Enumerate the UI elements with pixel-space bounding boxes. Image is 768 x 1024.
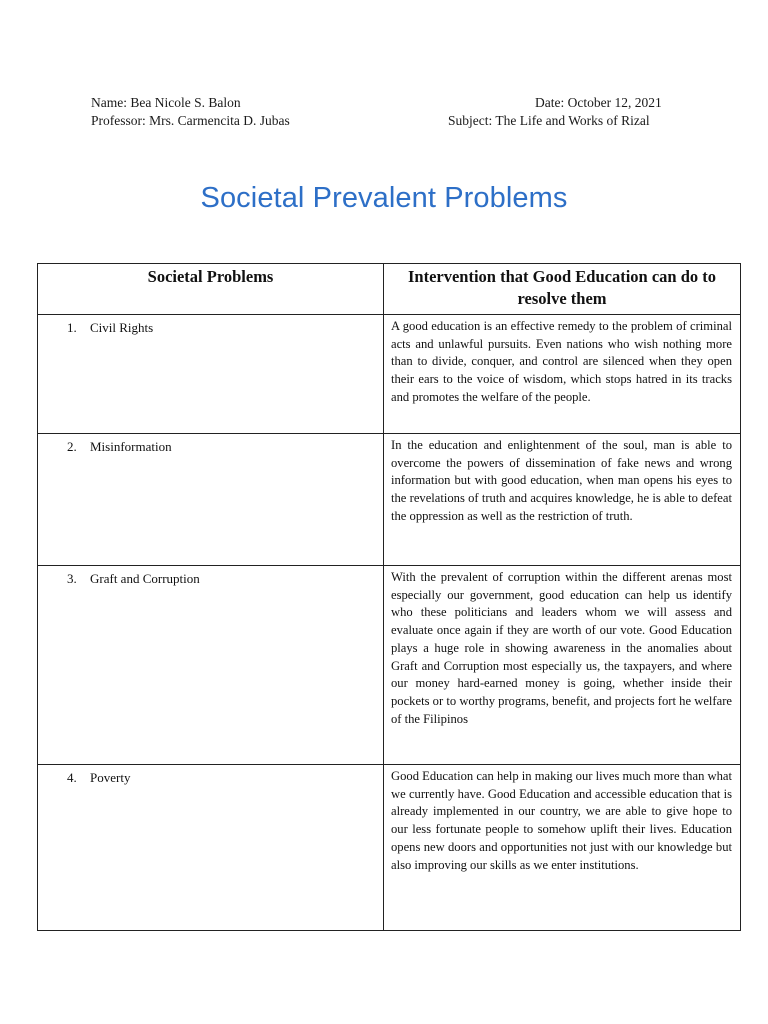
column-header-intervention: Intervention that Good Education can do to resolve them <box>384 264 741 315</box>
row-number: 2. <box>67 439 77 454</box>
page-title: Societal Prevalent Problems <box>200 182 568 214</box>
row-number: 4. <box>67 770 77 785</box>
problem-cell <box>38 434 384 566</box>
table-row <box>38 566 741 765</box>
problem-cell <box>38 765 384 931</box>
table-header-row <box>38 264 741 315</box>
row-number: 3. <box>67 571 77 586</box>
student-name: Name: Bea Nicole S. Balon <box>91 95 241 110</box>
problem-label: Poverty <box>90 770 131 785</box>
problem-label: Misinformation <box>90 439 172 454</box>
intervention-cell: Good Education can help in making our lives much more than what we currently have. Good Education and accessible education that is already implemented in our country, we are able to give hope to our less fortunate people to somehow uplift their lives. Education opens new doors and opportunities not just with our knowledge but also improving our skills as we enter institutions. <box>384 765 741 931</box>
header-left <box>91 94 290 130</box>
intervention-cell: A good education is an effective remedy to the problem of criminal acts and unlawful pursuits. Even nations who wish nothing more than to divide, conquer, and control are silenced when they open their ears to the voice of wisdom, which stops hatred in its tracks and promotes the welfare of the people. <box>384 315 741 434</box>
row-number: 1. <box>67 320 77 335</box>
column-header-problems: Societal Problems <box>38 264 384 315</box>
table-row <box>38 765 741 931</box>
document-date: Date: October 12, 2021 <box>535 95 662 110</box>
professor-name: Professor: Mrs. Carmencita D. Jubas <box>91 113 290 128</box>
intervention-cell: With the prevalent of corruption within the different arenas most especially our government, good education can help us identify who these politicians and leaders whom we will assess and evaluate once again if they are worth of our vote. Good Education plays a huge role in showing awareness in the anomalies about Graft and Corruption most especially us, the taxpayers, and where our money hard-earned money is going, whether inside their pockets or to worthy programs, benefit, and projects fort he welfare of the Filipinos <box>384 566 741 765</box>
problem-cell <box>38 315 384 434</box>
problem-label: Civil Rights <box>90 320 154 335</box>
intervention-cell: In the education and enlightenment of the soul, man is able to overcome the powers of dissemination of fake news and wrong information but with good education, when man opens his eyes to the revelations of truth and acquires knowledge, he is able to defeat the oppression as well as the restriction of truth. <box>384 434 741 566</box>
problems-table <box>37 263 741 931</box>
header-right <box>448 94 676 130</box>
table-row <box>38 315 741 434</box>
table-row <box>38 434 741 566</box>
problem-label: Graft and Corruption <box>90 571 200 586</box>
problem-cell <box>38 566 384 765</box>
subject: Subject: The Life and Works of Rizal <box>448 113 650 128</box>
